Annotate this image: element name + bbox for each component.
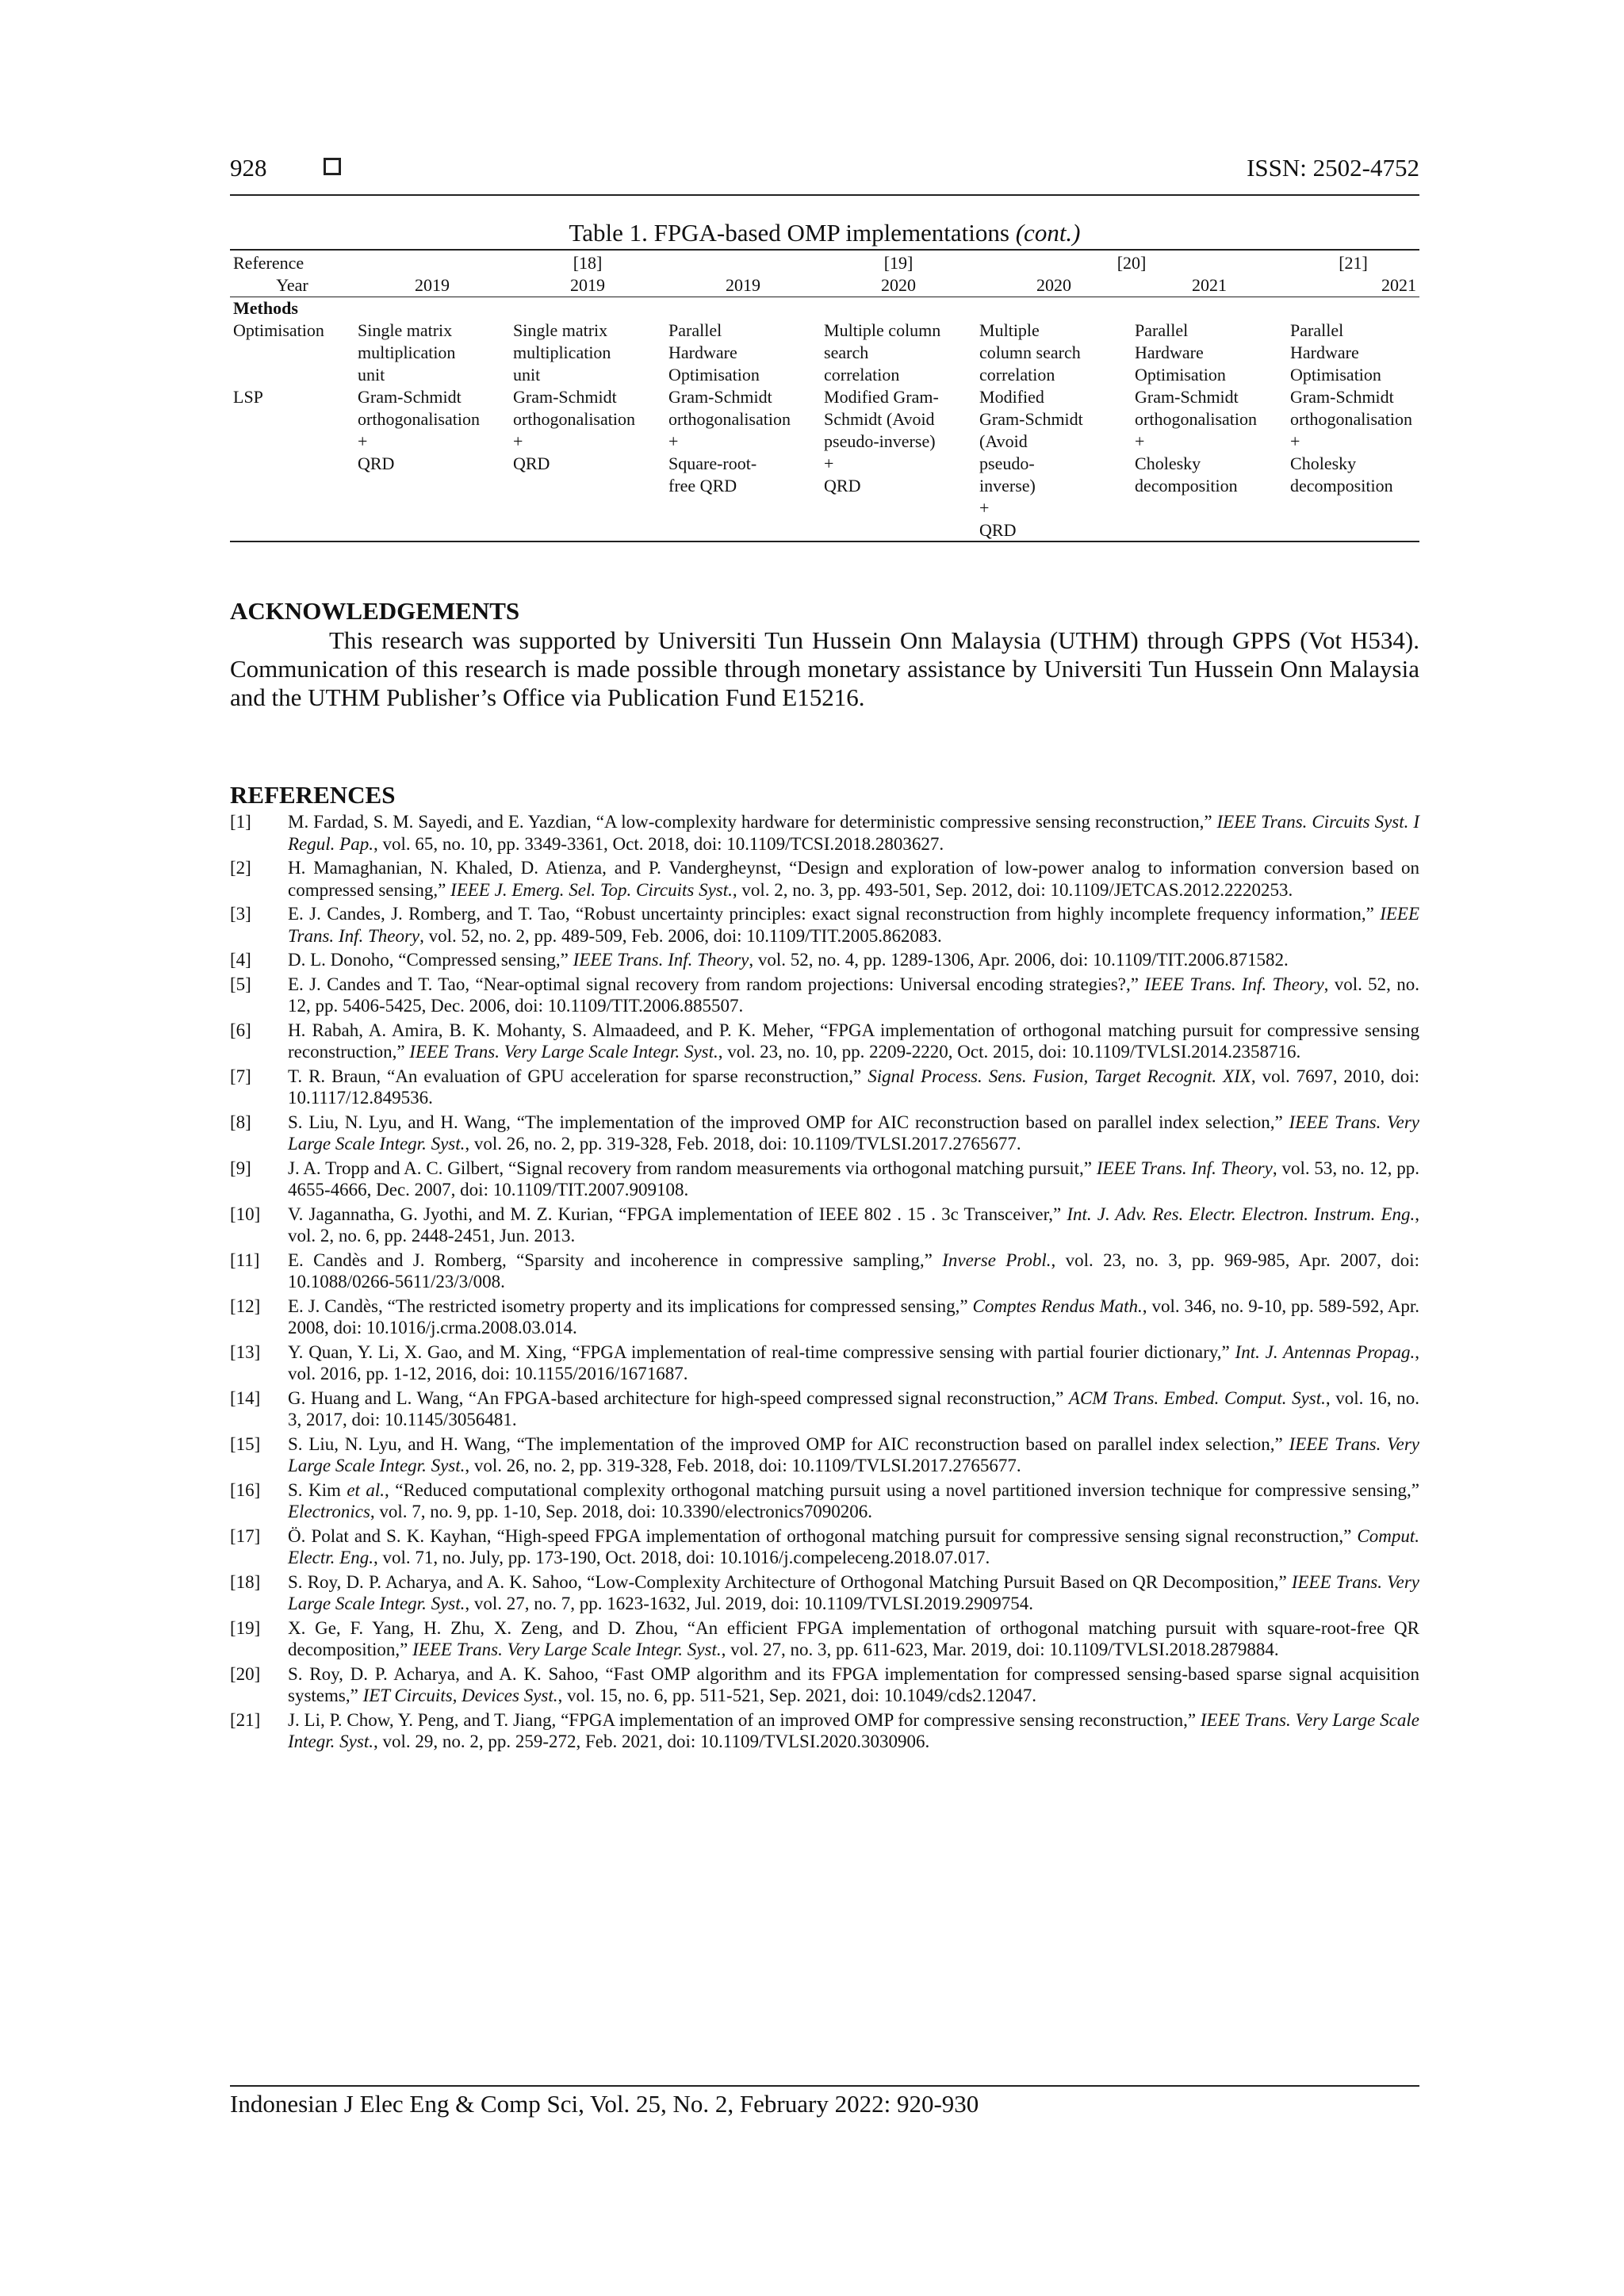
reference-item xyxy=(230,1020,1419,1063)
reference-number: [3] xyxy=(230,904,251,924)
acknowledgements-body: This research was supported by Universiti Tun Hussein Onn Malaysia (UTHM) through GPPS (Vot H534). Communication of this research is made possible through monetary assistance by Universiti Tun Hussein Onn Malaysia and the UTHM Publisher’s Office via Publication Fund E15216. xyxy=(230,626,1419,711)
reference-text: J. A. Tropp and A. C. Gilbert, “Signal recovery from random measurements via orthogonal matching pursuit,” IEEE Trans. Inf. Theory, vol. 53, no. 12, pp. 4655-4666, Dec. 2007, doi: 10.1109/TIT.2007.909108. xyxy=(288,1158,1419,1200)
reference-number: [13] xyxy=(230,1341,261,1362)
reference-number: [8] xyxy=(230,1112,251,1132)
lsp-cell: Modified Gram-Schmidt (Avoid pseudo- inverse) + QRD xyxy=(979,387,1083,540)
reference-item xyxy=(230,1571,1419,1615)
reference-label: Reference xyxy=(233,253,304,273)
optimisation-cell: Parallel Hardware Optimisation xyxy=(1135,320,1226,385)
reference-text: E. J. Candès, “The restricted isometry property and its implications for compressed sensing,” Comptes Rendus Math., vol. 346, no. 9-10, pp. 589-592, Apr. 2008, doi: 10.1016/j.crma.2008.03.014. xyxy=(288,1295,1419,1337)
reference-text: H. Mamaghanian, N. Khaled, D. Atienza, and P. Vandergheynst, “Design and exploration of low-power analog to information conversion based on compressed sensing,” IEEE J. Emerg. Sel. Top. Circuits Syst., vol. 2, no. 3, pp. 493-501, Sep. 2012, doi: 10.1109/JETCAS.2012.2220253. xyxy=(288,858,1419,900)
checkbox-icon xyxy=(324,158,341,175)
references-list xyxy=(230,811,1419,1755)
reference-number: [18] xyxy=(230,1571,261,1592)
reference-text: D. L. Donoho, “Compressed sensing,” IEEE Trans. Inf. Theory, vol. 52, no. 4, pp. 1289-1306, Apr. 2006, doi: 10.1109/TIT.2006.871582. xyxy=(288,950,1289,970)
reference-number: [20] xyxy=(230,1663,261,1684)
year-cell: 2019 xyxy=(510,274,665,297)
reference-number: [2] xyxy=(230,858,251,878)
reference-text: S. Liu, N. Lyu, and H. Wang, “The implementation of the improved OMP for AIC reconstruction based on parallel index selection,” IEEE Trans. Very Large Scale Integr. Syst., vol. 26, no. 2, pp. 319-328, Feb. 2018, doi: 10.1109/TVLSI.2017.2765677. xyxy=(288,1433,1419,1475)
table-lsp-row xyxy=(230,386,1419,541)
reference-number: [9] xyxy=(230,1158,251,1178)
reference-text: S. Liu, N. Lyu, and H. Wang, “The implementation of the improved OMP for AIC reconstruction based on parallel index selection,” IEEE Trans. Very Large Scale Integr. Syst., vol. 26, no. 2, pp. 319-328, Feb. 2018, doi: 10.1109/TVLSI.2017.2765677. xyxy=(288,1112,1419,1154)
reference-text: E. J. Candes and T. Tao, “Near-optimal signal recovery from random projections: Universal encoding strategies?,” IEEE Trans. Inf. Theory, vol. 52, no. 12, pp. 5406-5425, Dec. 2006, doi: 10.1109/TIT.2006.885507. xyxy=(288,974,1419,1016)
methods-label: Methods xyxy=(233,298,298,318)
reference-item xyxy=(230,1203,1419,1247)
header-divider xyxy=(230,194,1419,196)
reference-text: S. Roy, D. P. Acharya, and A. K. Sahoo, “Low-Complexity Architecture of Orthogonal Matching Pursuit Based on QR Decomposition,” IEEE Trans. Very Large Scale Integr. Syst., vol. 27, no. 7, pp. 1623-1632, Jul. 2019, doi: 10.1109/TVLSI.2019.2909754. xyxy=(288,1571,1419,1613)
reference-number: [12] xyxy=(230,1295,261,1316)
reference-text: S. Roy, D. P. Acharya, and A. K. Sahoo, “Fast OMP algorithm and its FPGA implementation for compressed sensing-based sparse signal acquisition systems,” IET Circuits, Devices Syst., vol. 15, no. 6, pp. 511-521, Sep. 2021, doi: 10.1049/cds2.12047. xyxy=(288,1663,1419,1705)
year-cell: 2020 xyxy=(976,274,1132,297)
reference-item xyxy=(230,1249,1419,1293)
reference-item xyxy=(230,974,1419,1017)
reference-text: M. Fardad, S. M. Sayedi, and E. Yazdian, “A low-complexity hardware for deterministic compressive sensing reconstruction,” IEEE Trans. Circuits Syst. I Regul. Pap., vol. 65, no. 10, pp. 3349-3361, Oct. 2018, doi: 10.1109/TCSI.2018.2803627. xyxy=(288,812,1419,854)
reference-text: S. Kim et al., “Reduced computational complexity orthogonal matching pursuit using a novel partitioned inversion technique for compressive sensing,” Electronics, vol. 7, no. 9, pp. 1-10, Sep. 2018, doi: 10.3390/electronics7090206. xyxy=(288,1479,1419,1521)
lsp-cell: Gram-Schmidt orthogonalisation + QRD xyxy=(513,387,635,473)
reference-item xyxy=(230,1479,1419,1523)
optimisation-cell: Single matrix multiplication unit xyxy=(513,320,611,385)
journal-footer: Indonesian J Elec Eng & Comp Sci, Vol. 25, No. 2, February 2022: 920-930 xyxy=(230,2090,979,2118)
reference-item xyxy=(230,857,1419,901)
reference-text: H. Rabah, A. Amira, B. K. Mohanty, S. Almaadeed, and P. K. Meher, “FPGA implementation of orthogonal matching pursuit for compressive sensing reconstruction,” IEEE Trans. Very Large Scale Integr. Syst., vol. 23, no. 10, pp. 2209-2220, Oct. 2015, doi: 10.1109/TVLSI.2014.2358716. xyxy=(288,1020,1419,1062)
ref-group-20: [20] xyxy=(1116,253,1147,273)
reference-text: Y. Quan, Y. Li, X. Gao, and M. Xing, “FPGA implementation of real-time compressive sensing with partial fourier dictionary,” Int. J. Antennas Propag., vol. 2016, pp. 1-12, 2016, doi: 10.1155/2016/1671687. xyxy=(288,1341,1420,1383)
reference-text: E. J. Candes, J. Romberg, and T. Tao, “Robust uncertainty principles: exact signal reconstruction from highly incomplete frequency information,” IEEE Trans. Inf. Theory, vol. 52, no. 2, pp. 489-509, Feb. 2006, doi: 10.1109/TIT.2005.862083. xyxy=(288,904,1419,946)
reference-item xyxy=(230,903,1419,947)
optimisation-cell: Multiple column search correlation xyxy=(979,320,1081,385)
reference-item xyxy=(230,1525,1419,1569)
reference-text: J. Li, P. Chow, Y. Peng, and T. Jiang, “FPGA implementation of an improved OMP for compressive sensing reconstruction,” IEEE Trans. Very Large Scale Integr. Syst., vol. 29, no. 2, pp. 259-272, Feb. 2021, doi: 10.1109/TVLSI.2020.3030906. xyxy=(288,1709,1419,1751)
year-cell: 2019 xyxy=(665,274,821,297)
lsp-cell: Gram-Schmidt orthogonalisation + Square-root- free QRD xyxy=(668,387,791,496)
omp-table xyxy=(230,252,1419,541)
page-number: 928 xyxy=(230,154,267,182)
reference-text: V. Jagannatha, G. Jyothi, and M. Z. Kurian, “FPGA implementation of IEEE 802 . 15 . 3c Transceiver,” Int. J. Adv. Res. Electr. Electron. Instrum. Eng., vol. 2, no. 6, pp. 2448-2451, Jun. 2013. xyxy=(288,1203,1420,1246)
reference-number: [6] xyxy=(230,1020,251,1040)
reference-item xyxy=(230,1295,1419,1339)
reference-number: [19] xyxy=(230,1617,261,1638)
table-optimisation-row xyxy=(230,320,1419,386)
reference-text: X. Ge, F. Yang, H. Zhu, X. Zeng, and D. Zhou, “An efficient FPGA implementation of orthogonal matching pursuit with square-root-free QR decomposition,” IEEE Trans. Very Large Scale Integr. Syst., vol. 27, no. 3, pp. 611-623, Mar. 2019, doi: 10.1109/TVLSI.2018.2879884. xyxy=(288,1617,1419,1659)
references-heading: REFERENCES xyxy=(230,781,396,809)
reference-text: Ö. Polat and S. K. Kayhan, “High-speed FPGA implementation of orthogonal matching pursuit for compressive sensing signal reconstruction,” Comput. Electr. Eng., vol. 71, no. July, pp. 173-190, Oct. 2018, doi: 10.1016/j.compeleceng.2018.07.017. xyxy=(288,1525,1419,1567)
optimisation-cell: Parallel Hardware Optimisation xyxy=(668,320,760,385)
reference-item xyxy=(230,1663,1419,1707)
reference-item xyxy=(230,1112,1419,1155)
reference-item xyxy=(230,1341,1419,1385)
reference-item xyxy=(230,1066,1419,1109)
table-reference-row xyxy=(230,252,1419,274)
reference-number: [7] xyxy=(230,1066,251,1086)
lsp-label: LSP xyxy=(233,387,263,407)
lsp-cell: Gram-Schmidt orthogonalisation + Cholesky decomposition xyxy=(1135,387,1258,496)
reference-number: [16] xyxy=(230,1479,261,1500)
optimisation-label: Optimisation xyxy=(233,320,324,340)
table-year-row xyxy=(230,274,1419,297)
reference-item xyxy=(230,1158,1419,1201)
table-bottom-rule xyxy=(230,541,1419,542)
ref-group-18: [18] xyxy=(573,253,603,273)
reference-number: [4] xyxy=(230,950,251,970)
lsp-cell: Gram-Schmidt orthogonalisation + QRD xyxy=(358,387,480,473)
reference-number: [1] xyxy=(230,812,251,832)
reference-item xyxy=(230,1387,1419,1431)
table-methods-row xyxy=(230,297,1419,320)
reference-text: T. R. Braun, “An evaluation of GPU acceleration for sparse reconstruction,” Signal Process. Sens. Fusion, Target Recognit. XIX, vol. 7697, 2010, doi: 10.1117/12.849536. xyxy=(288,1066,1419,1108)
reference-item xyxy=(230,949,1419,971)
table-top-rule xyxy=(230,249,1419,251)
optimisation-cell: Single matrix multiplication unit xyxy=(358,320,456,385)
year-cell: 2021 xyxy=(1132,274,1287,297)
reference-number: [17] xyxy=(230,1525,261,1546)
year-label: Year xyxy=(230,274,354,297)
lsp-cell: Gram-Schmidt orthogonalisation + Cholesky decomposition xyxy=(1290,387,1413,496)
acknowledgements-heading: ACKNOWLEDGEMENTS xyxy=(230,597,520,625)
table-caption: Table 1. FPGA-based OMP implementations (cont.) xyxy=(569,219,1081,247)
year-cell: 2020 xyxy=(821,274,976,297)
reference-item xyxy=(230,811,1419,855)
ref-group-19: [19] xyxy=(883,253,914,273)
reference-number: [10] xyxy=(230,1203,261,1224)
footer-divider xyxy=(230,2085,1419,2087)
reference-number: [5] xyxy=(230,974,251,994)
reference-item xyxy=(230,1617,1419,1661)
optimisation-cell: Parallel Hardware Optimisation xyxy=(1290,320,1381,385)
reference-item xyxy=(230,1433,1419,1477)
optimisation-cell: Multiple column search correlation xyxy=(824,320,941,385)
reference-text: E. Candès and J. Romberg, “Sparsity and incoherence in compressive sampling,” Inverse Probl., vol. 23, no. 3, pp. 969-985, Apr. 2007, doi: 10.1088/0266-5611/23/3/008. xyxy=(288,1249,1419,1292)
reference-text: G. Huang and L. Wang, “An FPGA-based architecture for high-speed compressed signal reconstruction,” ACM Trans. Embed. Comput. Syst., vol. 16, no. 3, 2017, doi: 10.1145/3056481. xyxy=(288,1387,1419,1429)
issn-label: ISSN: 2502-4752 xyxy=(1247,154,1419,182)
lsp-cell: Modified Gram- Schmidt (Avoid pseudo-inverse) + QRD xyxy=(824,387,939,496)
year-cell: 2021 xyxy=(1287,274,1419,297)
reference-number: [15] xyxy=(230,1433,261,1454)
ref-group-21: [21] xyxy=(1339,253,1368,273)
year-cell: 2019 xyxy=(354,274,510,297)
reference-number: [14] xyxy=(230,1387,261,1408)
reference-number: [21] xyxy=(230,1709,261,1730)
reference-item xyxy=(230,1709,1419,1753)
reference-number: [11] xyxy=(230,1249,260,1270)
